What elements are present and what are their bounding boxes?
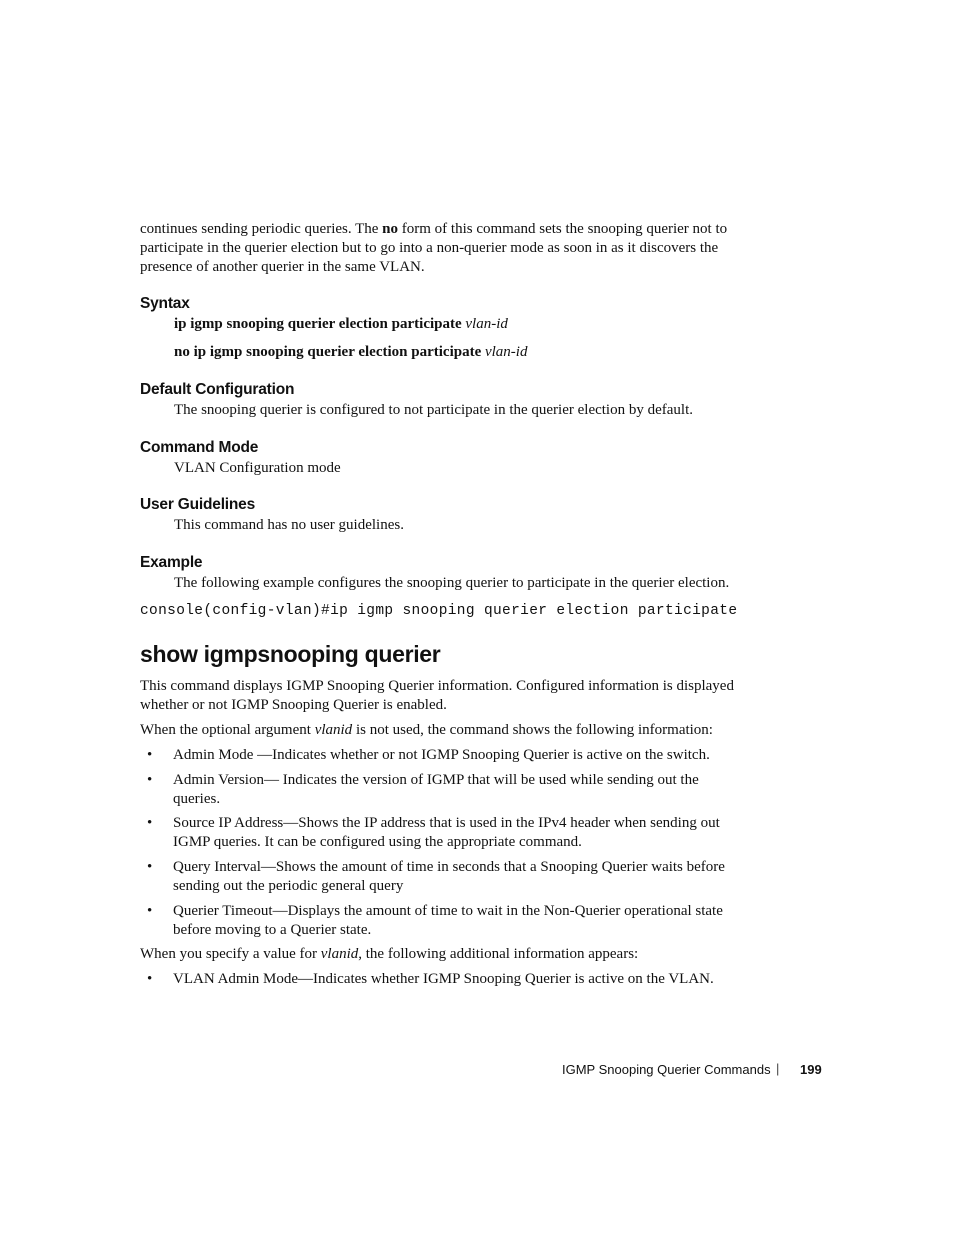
list-item-line: Query Interval—Shows the amount of time in seconds that a Snooping Querier waits before	[173, 859, 725, 875]
intro-text: form of this command sets the snooping querier not to	[398, 221, 728, 237]
intro-text: presence of another querier in the same VLAN.	[140, 259, 425, 275]
bullet-icon: •	[147, 772, 153, 788]
footer-separator: |	[776, 1061, 780, 1076]
user-guidelines-heading: User Guidelines	[140, 496, 256, 513]
intro-text: participate in the querier election but to go into a non-querier mode as soon in as it discovers the	[140, 240, 719, 256]
no-keyword: no	[382, 221, 399, 237]
command-argument: vlan-id	[465, 316, 508, 332]
list-item-text	[173, 902, 763, 940]
command-mode-heading: Command Mode	[140, 439, 259, 456]
bullet-icon: •	[147, 903, 153, 919]
page-number: 199	[800, 1062, 822, 1077]
default-config-text: The snooping querier is configured to not participate in the querier election by default.	[174, 402, 693, 418]
paragraph-line: whether or not IGMP Snooping Querier is enabled.	[140, 697, 447, 713]
command-mode-text: VLAN Configuration mode	[174, 460, 341, 476]
syntax-heading: Syntax	[140, 295, 190, 312]
list-item-line: Admin Version— Indicates the version of IGMP that will be used while sending out the	[173, 772, 699, 788]
argument-name: vlanid	[320, 946, 359, 962]
list-item-line: Source IP Address—Shows the IP address that is used in the IPv4 header when sending out	[173, 815, 720, 831]
intro-text: continues sending periodic queries. The	[140, 221, 383, 237]
section-title: show igmpsnooping querier	[140, 641, 441, 667]
list-item-text	[173, 771, 763, 809]
bullet-icon: •	[147, 815, 153, 831]
list-item-line: Querier Timeout—Displays the amount of time to wait in the Non-Querier operational state	[173, 903, 723, 919]
section-paragraph-2	[140, 721, 713, 740]
bullet-icon: •	[147, 971, 153, 987]
syntax-command-2	[174, 343, 527, 362]
bullet-icon: •	[147, 747, 153, 763]
paragraph-text: is not used, the command shows the following information:	[352, 722, 713, 738]
example-code: console(config-vlan)#ip igmp snooping querier election participate	[140, 603, 738, 619]
example-heading: Example	[140, 554, 203, 571]
argument-name: vlanid	[314, 722, 353, 738]
list-item-text: VLAN Admin Mode—Indicates whether IGMP Snooping Querier is active on the VLAN.	[173, 971, 714, 987]
list-item-text	[173, 814, 763, 852]
footer-chapter-title: IGMP Snooping Querier Commands	[562, 1062, 771, 1077]
list-item-line: before moving to a Querier state.	[173, 922, 372, 938]
list-item-line: queries.	[173, 791, 221, 807]
user-guidelines-text: This command has no user guidelines.	[174, 517, 404, 533]
example-text: The following example configures the snooping querier to participate in the querier election.	[174, 575, 730, 591]
list-item-line: IGMP queries. It can be configured using the appropriate command.	[173, 834, 582, 850]
section-paragraph-1	[140, 677, 780, 715]
command-argument: vlan-id	[484, 344, 528, 360]
bullet-icon: •	[147, 859, 153, 875]
paragraph-text: , the following additional information appears:	[358, 946, 639, 962]
command-text: ip igmp snooping querier election participate	[174, 316, 462, 332]
list-item-text	[173, 858, 763, 896]
list-item-text	[173, 746, 763, 765]
list-item-line: sending out the periodic general query	[173, 878, 404, 894]
default-config-heading: Default Configuration	[140, 381, 295, 398]
syntax-command-1	[174, 315, 508, 334]
paragraph-text: When you specify a value for	[140, 946, 321, 962]
command-text: no ip igmp snooping querier election participate	[174, 344, 482, 360]
paragraph-line: This command displays IGMP Snooping Querier information. Configured information is displayed	[140, 678, 734, 694]
intro-paragraph	[140, 220, 760, 277]
list-item-line: Admin Mode —Indicates whether or not IGMP Snooping Querier is active on the switch.	[173, 747, 710, 763]
paragraph-text: When the optional argument	[140, 722, 315, 738]
section-paragraph-3	[140, 945, 638, 964]
